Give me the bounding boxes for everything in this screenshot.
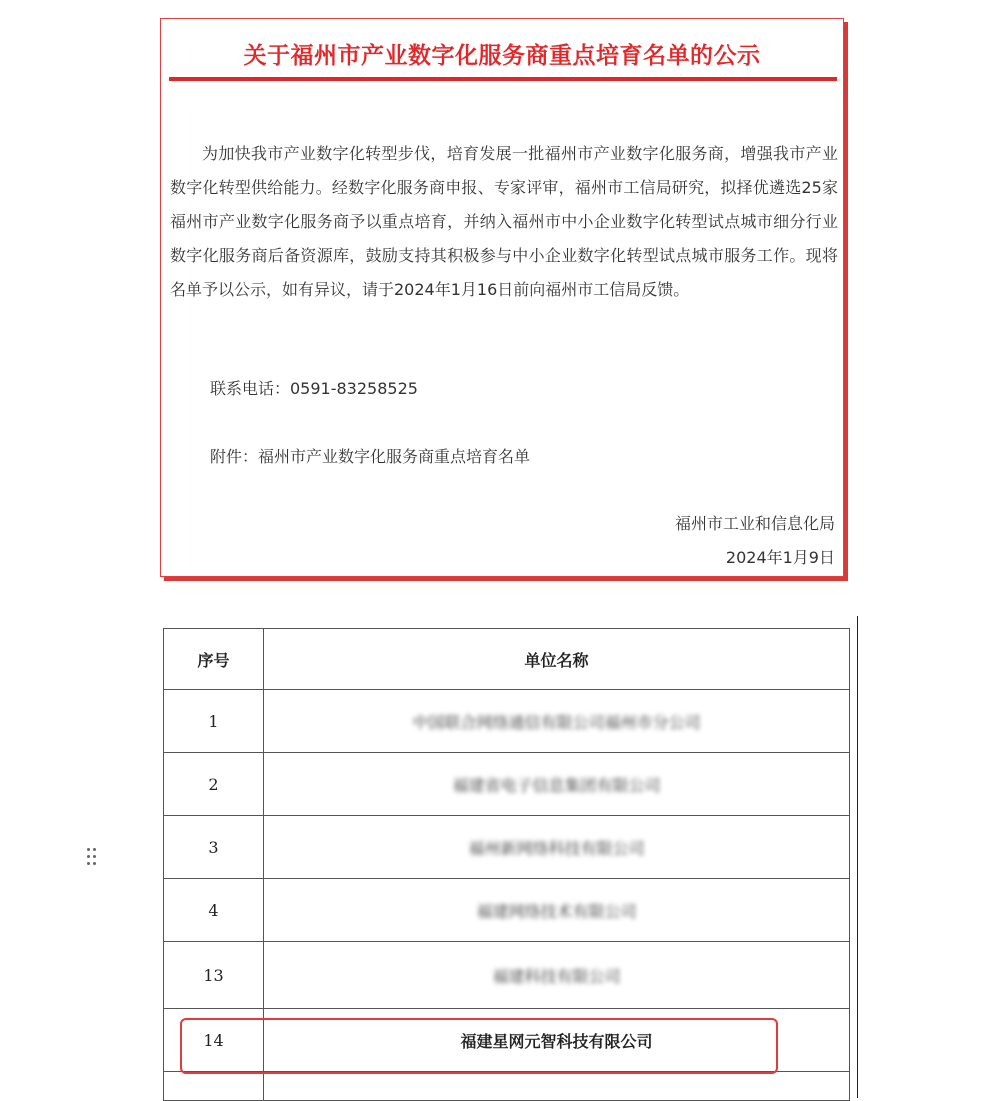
company-name-blurred: 福建网络技术有限公司 [476,901,637,921]
table-header-row [164,629,850,690]
notice-paragraph: 为加快我市产业数字化转型步伐，培育发展一批福州市产业数字化服务商，增强我市产业数字化转型供给能力。经数字化服务商申报、专家评审，福州市工信局研究，拟择优遴选25家福州市产业数字化服务商予以重点培育，并纳入福州市中小企业数字化转型试点城市细分行业数字化服务商后备资源库，鼓励支持其积极参与中小企业数字化转型试点城市服务工作。现将名单予以公示，如有异议，请于2024年1月16日前向福州市工信局反馈。 [170,144,838,299]
issuer-signature: 福州市工业和信息化局 [674,514,835,533]
row-number: 1 [164,690,264,753]
company-name: 福建星网元智科技有限公司 [264,1009,850,1072]
table-row [164,753,850,816]
table-row [164,690,850,753]
page-edge-line [857,616,858,1098]
notice-card [160,18,844,577]
header-company-name: 单位名称 [264,629,850,690]
company-name-blurred: 福建科技有限公司 [492,966,621,986]
table-row [164,879,850,942]
company-name-blurred: 福州新网络科技有限公司 [468,838,645,858]
header-number: 序号 [164,629,264,690]
row-number: 3 [164,816,264,879]
table-row [164,816,850,879]
company-name-blurred: 中国联合网络通信有限公司福州市分公司 [412,712,701,732]
row-number: 13 [164,942,264,1009]
row-number: 2 [164,753,264,816]
title-divider [169,77,837,81]
notice-title: 关于福州市产业数字化服务商重点培育名单的公示 [243,43,761,69]
issue-date: 2024年1月9日 [725,548,835,567]
company-name-blurred: 福建省电子信息集团有限公司 [452,775,661,795]
table-row-partial [164,1072,850,1101]
attachment-line: 附件：福州市产业数字化服务商重点培育名单 [210,447,531,466]
contact-phone: 联系电话：0591-83258525 [210,379,418,398]
highlight-annotation [180,1018,778,1074]
table-row [164,942,850,1009]
drag-handle-icon[interactable] [86,847,98,867]
row-number: 4 [164,879,264,942]
row-number: 14 [164,1009,264,1072]
